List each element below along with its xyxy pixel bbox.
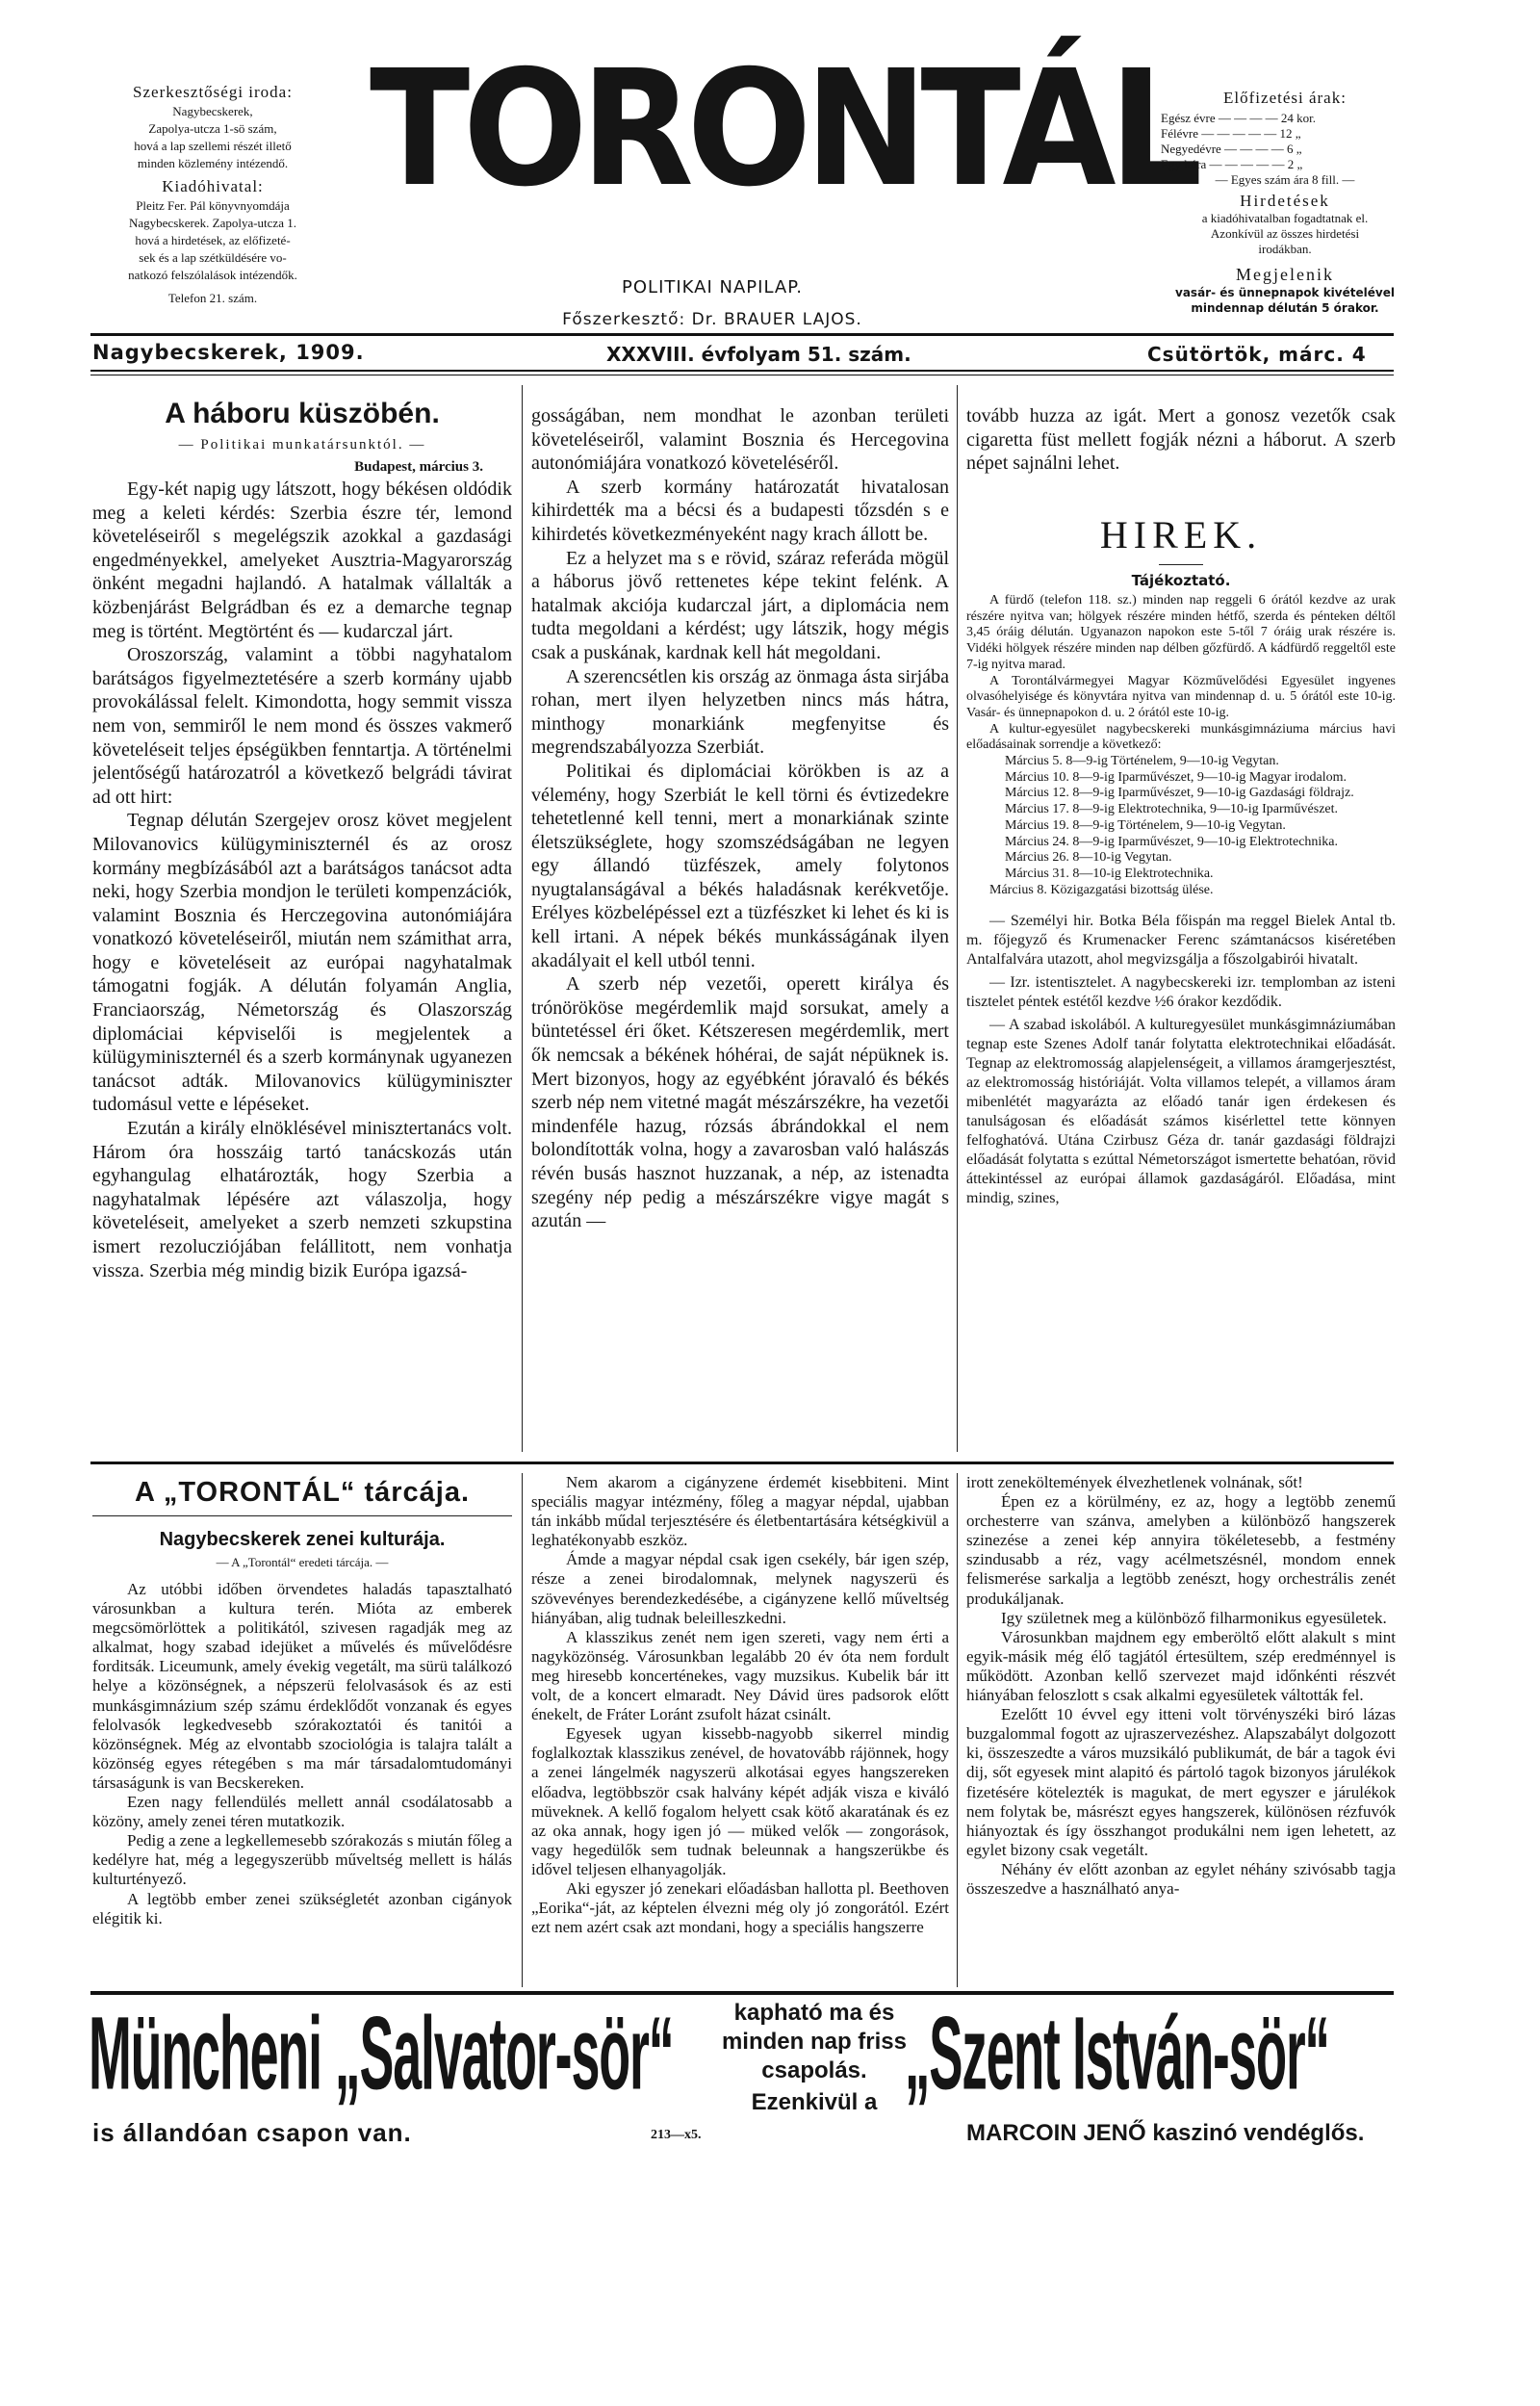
news-section bbox=[966, 508, 1396, 1452]
editorial-note: hová a lap szellemi részét illető bbox=[134, 139, 292, 153]
article-paragraph: Egy-két napig ugy látszott, hogy békésen oldódik meg a keleti kérdés: Szerbia észre tér, lemond követeléseiről s megelégszik azokkal a gazdasági engedményekkel, amelyeket Ausztria-Magyarország önként megadni hajlandó. A hatalmak vállalták a közbenjárást Belgrádban és ez a demarche tegnap meg is történt. Megtörtént és — kudarczal járt. bbox=[92, 479, 512, 642]
office-line: natkozó felszólalások intézendők. bbox=[128, 268, 297, 282]
article-column-1 bbox=[92, 395, 512, 1449]
feuilleton-paragraph: Nem akarom a cigányzene érdemét kisebbiteni. Mint speciális magyar intézmény, főleg a magyar népdal, ujabban tán inkább műdal terjesztésére és életbentartására kétségkivül a leghatékonyabb eszköz. bbox=[531, 1473, 949, 1550]
feuilleton-paragraph: Néhány év előtt azonban az egylet néhány szivósabb tagja összeszedve a használható anya- bbox=[966, 1859, 1396, 1898]
feuilleton-paragraph: Ezen nagy fellendülés mellett annál csodálatosabb a közöny, amely zenei téren mutatkozik. bbox=[92, 1793, 512, 1831]
news-item: — A szabad iskolából. A kulturegyesület munkásgimnáziumában tegnap este Szenes Adolf tanár folytatta elektrotechnikai előadását. Tegnap az elektromosság alapjelenségeit, a villamos áramgerjesztést, az elektromosság históriáját. Volta villamos telepét, a villamos áram mibenlétét magyarázta az előadó tanár igen érdekesen és tanulságosan és előadását számos kisérlettel tette könnyen felfoghatóvá. Utána Czirbusz Géza dr. tanár gazdasági földrajzi előadását folytatta s ezúttal Németországot ismertette behatóan, rövid áttekintéssel az európai államok gazdaságáról. Előadása, mint mindig, szines, bbox=[966, 1017, 1396, 1207]
article-column-2 bbox=[531, 404, 949, 1449]
feuilleton-paragraph: Aki egyszer jó zenekari előadásban hallotta pl. Beethoven „Eorika“-ját, az képtelen élvezni még oly jó zongorától. Ezért ezt nem azért csak azt mondani, hogy a speciális hangszerre bbox=[531, 1878, 949, 1937]
prices-box bbox=[1161, 89, 1409, 316]
info-paragraph: A kultur-egyesület nagybecskereki munkásgimnáziuma március havi előadásainak sorrendje a következő: bbox=[966, 721, 1396, 753]
schedule-line: Március 24. 8—9-ig Iparművészet, 9—10-ig Elektrotechnika. bbox=[1005, 834, 1339, 849]
feuilleton-paragraph: Ámde a magyar népdal csak igen csekély, bár igen szép, része a zenei birodalomnak, melynek nagyszerü és szövevényes berendezkedésébe, a cigányzene kellő műveltség hiányában, alig tudnak beleilleszkedni. bbox=[531, 1550, 949, 1627]
subtitle: POLITIKAI NAPILAP. bbox=[622, 277, 803, 298]
article-paragraph: Ez a helyzet ma s e rövid, száraz referáda mögül a háborus jövő rettenetes képe tekint felénk. A hatalmak akciója kudarczal járt, a diplomácia nem tudta megoldani a kérdést; ugy látszik, hogy mégis csak a puskának, kardnak kell hát megoldani. bbox=[531, 547, 949, 663]
schedule-line: Március 12. 8—9-ig Iparművészet, 9—10-ig Gazdasági földrajz. bbox=[1005, 786, 1354, 801]
article-paragraph: A szerb nép vezetői, operett királya és trónörököse megérdemlik majd sorsukat, amely a büntetéssel éri őket. Kétszeresen megérdemlik, mert ők nemcsak a békének hóhérai, de saját népüknek is. Mert bizonyos, hogy az egyébként jóravaló és békés szerb nép nem vitetné magát mészárszékre, ha vezetői mindenféle hazug, rózsás ábrándokkal el nem bolondították volna, hogy a zavarosban való halászás révén busás hasznot huzzanak, a nép, az istenadta szegény nép pedig a mészárszékre vigye magát s azután — bbox=[531, 973, 949, 1232]
feuilleton-paragraph: Épen ez a körülmény, ez az, hogy a legtöbb zenemű orchesterre van szánva, amelyben a különböző hangszerek szinezése a zenei kép annyira tökéletesebb, a festmény szindusabb a réz, vagy acélmetszésnél, mondom ennek felismerése sarkalja a legtöbb zenészt, hogy orchestrális zenét produkáljanak. bbox=[966, 1492, 1396, 1608]
price-line: Egy hóra — — — — — 2 „ bbox=[1161, 157, 1303, 171]
ad-middle bbox=[708, 1999, 920, 2120]
feuilleton-paragraph: Ezelőtt 10 évvel egy itteni volt törvényszéki biró lázas buzgalommal fogott az ujraszervezéshez. Alapszabályt dolgozott ki, összeszedte a város muzsikáló publikumát, de bár a tagok évi dij, sőt egyesek mint alapitó és pártoló tagok bizonyos járulékok fizetésére kötelezték is magukat, de mert egyszer e járulékok nem folytak be, másrészt egyes hangszerek, különösen rézfuvók hiányoztak és így összhangot produkálni nem igen lehetett, az egylet bizony csak vegetált. bbox=[966, 1705, 1396, 1859]
feuilleton-column-3 bbox=[966, 1473, 1396, 1987]
price-line: Egész évre — — — — 24 kor. bbox=[1161, 111, 1317, 125]
article-paragraph: Oroszország, valamint a többi nagyhatalom barátságos figyelmeztetésére a szerb kormány ujabb provokálással felelt. Kimondotta, hogy semmit vissza nem von, semmiről le nem mond és összes vakmerő követeléseit teljes épségükben fenntartja. A történelmi jelentőségű határozatról a következő belgrádi távirat ad ott hirt: bbox=[92, 644, 512, 808]
schedule-line: Március 10. 8—9-ig Iparművészet, 9—10-ig Magyar irodalom. bbox=[1005, 769, 1347, 785]
info-paragraph: Március 8. Közigazgatási bizottság ülése. bbox=[989, 882, 1214, 897]
ad-istvan-brand: „Szent István-sör“ bbox=[905, 1996, 1329, 2111]
schedule-line: Március 5. 8—9-ig Történelem, 9—10-ig Vegytan. bbox=[1005, 754, 1279, 769]
masthead-title: TORONTÁL bbox=[370, 37, 1196, 222]
dateline-rule bbox=[90, 370, 1394, 372]
ads-line: Azonkívül az összes hirdetési bbox=[1210, 226, 1360, 241]
info-paragraph: A Torontálvármegyei Magyar Közművelődési Egyesület ingyenes olvasóhelyisége és könyvtára nyitva van mindennap d. u. 5 órától este 10-ig. Vasár- és ünnepnapokon d. u. 2 órától este 10-ig. bbox=[966, 673, 1396, 720]
article-paragraph: Politikai és diplomáciai körökben is az a vélemény, hogy Szerbiát le kell törni és évtizedekre tehetetlenné kell tenni, mert a monarkiának szinte életszükséglete, hogy szomszédságában ne legyen egy állandó tüzfészek, amely folytonos nyugtalanságával a békés haladásnak kerékvetője. Erélyes közbelépéssel ezt a tüzfészket ki lehet és ki is kell irtani. A népek békés munkásságának ilyen akadályait el kell utból tenni. bbox=[531, 760, 949, 971]
ad-salvator-brand: Müncheni „Salvator-sör“ bbox=[89, 1996, 674, 2111]
schedule-line: Március 31. 8—10-ig Elektrotechnika. bbox=[1005, 866, 1214, 881]
feuilleton-paragraph: Egyesek ugyan kissebb-nagyobb sikerrel mindig foglalkoztak klasszikus zenével, de hovatovább rájönnek, hogy a zenei lángelmék nagyszerü alkotásai egyes hangszereken előadva, legtöbbször csak halvány képét adják visza e kiváló müveknek. A kellő fogalom helyett csak kötő akaratának és ez az oka annak, hogy igen jó — müked velők — zongorások, vagy hegedülők sem tudnak beleunnak a hangszerükbe és idővel teljesen elhanyagolják. bbox=[531, 1724, 949, 1878]
ad-code: 213—x5. bbox=[651, 2128, 702, 2142]
office-line: hová a hirdetések, az előfizeté- bbox=[135, 233, 291, 247]
ad-middle-line: csapolás. bbox=[761, 2057, 867, 2083]
column-divider bbox=[957, 385, 958, 1452]
news-item: — Személyi hir. Botka Béla főispán ma reggel Bielek Antal tb. m. főjegyző és Krumenacker Ferenc számtanácsos kiséretében Antalfalvára utazott, ahol megvizsgálja a főszolgabirói hivatalt. bbox=[966, 913, 1396, 969]
feuilleton-subtitle: Nagybecskerek zenei kulturája. bbox=[159, 1529, 446, 1550]
feuilleton-paragraph: A legtöbb ember zenei szükségletét azonban cigányok elégitik ki. bbox=[92, 1889, 512, 1927]
feuilleton-paragraph: Az utóbbi időben örvendetes haladás tapasztalható városunkban a kultura terén. Miótа az emberek megcsömörlöttek a politikától, szivesen ragadják meg az alkalmat, hogy szabad idejüket a művelés és művelődésre forditsák. Liceumunk, amely évekig vegetált, ma sürü találkozó helye a közönségnek, a népszerü felolvasások és az esti munkásgimnázium szép számu érdeklődőt vonzanak és egyes felolvasók legkedvesebb szórakoztatói és tanitói a közönségnek. Még az elvontabb szociológia is talajra talált a közönség egyes rétegében s ma már társadalomtudományi társaságunk is van Becskereken. bbox=[92, 1580, 512, 1792]
ads-title: Hirdetések bbox=[1240, 192, 1330, 210]
feuilleton-byline: — A „Torontál“ eredeti tárcája. — bbox=[216, 1555, 389, 1569]
editorial-info bbox=[85, 83, 341, 308]
article-paragraph: gosságában, nem mondhat le azonban területi követeléseiről, valamint Bosznia és Hercegovina autonómiájára vonatkozó követeléséről. bbox=[531, 405, 949, 475]
feuilleton-title: A „TORONTÁL“ tárcája. bbox=[134, 1477, 471, 1508]
editor: Főszerkesztő: Dr. BRAUER LAJOS. bbox=[562, 310, 862, 329]
schedule-line: Március 19. 8—9-ig Történelem, 9—10-ig Vegytan. bbox=[1005, 817, 1286, 833]
news-title: HIREK. bbox=[1099, 513, 1263, 556]
ad-salvator-tag: is állandóan csapon van. bbox=[92, 2118, 412, 2147]
column-divider bbox=[522, 1473, 523, 1987]
article-paragraph: A szerencsétlen kis ország az önmaga ásta sirjába rohan, mert ilyen helyzetben nincs más hátra, minthogy monarkiánk megfenyitse és megrendszabályozza Szerbiát. bbox=[531, 665, 949, 759]
price-line: — Egyes szám ára 8 fill. — bbox=[1215, 172, 1355, 187]
ad-middle-line: Ezenkivül a bbox=[751, 2089, 878, 2115]
section-rule bbox=[90, 1462, 1394, 1464]
news-title-rule bbox=[1159, 564, 1203, 565]
news-item: — Izr. istentisztelet. A nagybecskereki izr. templomban az isteni tisztelet péntek estétől kezdve ½6 órakor kezdődik. bbox=[966, 974, 1396, 1011]
article-paragraph: A szerb kormány határozatát hivatalosan kihirdették ma a bécsi és a budapesti tőzsdén s e kihirdetés következményeként nagy krach állott be. bbox=[531, 476, 949, 545]
appear-title: Megjelenik bbox=[1236, 265, 1334, 284]
article-paragraph: Tegnap délután Szergejev orosz követ megjelent Milovanovics külügyminiszternél és az orosz kormány megbízásából azt a barátságos tanácsot adta neki, hogy Szerbia mondjon le területi kompenzációk, valamint Bosznia és Herczegovina autonómiájára vonatkozó követeléseiről, miután nem számithat arra, hogy e követeléseit az európai nagyhatalmak támogatni fogják. A délután folyamán Anglia, Franciaország, Németország és Olaszország diplomáciai képviselői is megjelentek a külügyminiszternél és a szerb kormánynak ugyanezen tanácsot adták. Milovanovics külügyminiszter tudomásul vette e lépéseket. bbox=[92, 810, 512, 1116]
dateline-day: Csütörtök, márc. 4 bbox=[1147, 343, 1367, 366]
appear-line: vasár- és ünnepnapok kivételével bbox=[1175, 286, 1395, 299]
column-divider bbox=[522, 385, 523, 1452]
feuilleton-column-1 bbox=[92, 1473, 512, 1987]
article-title: A háboru küszöbén. bbox=[165, 398, 440, 429]
appear-line: mindennap délután 5 órakor. bbox=[1191, 301, 1379, 315]
dateline-volume: XXXVIII. évfolyam 51. szám. bbox=[606, 343, 911, 366]
column-divider bbox=[957, 1473, 958, 1987]
article-byline: — Politikai munkatársunktól. — bbox=[178, 437, 426, 453]
info-paragraph: A fürdő (telefon 118. sz.) minden nap reggeli 6 órától kezdve az urak részére nyitva van; hölgyek részére minden hétfő, szerda és pénteken déltől 3,45 óráig délután. Ugyanazon napokon este 5-től 7 óráig urak részére is. Vidéki hölgyek részére minden nap délben gőzfürdő. A kádfürdő reggeltől este 7-ig nyitva marad. bbox=[966, 593, 1396, 672]
info-title: Tájékoztató. bbox=[1131, 572, 1231, 589]
ad-middle-line: kapható ma és bbox=[733, 2000, 895, 2026]
feuilleton-paragraph: Városunkban majdnem egy emberöltő előtt alakult s mint egyik-másik még élő tagjától értesültem, szép eredménnyel is működött. Azonban kellő szervezet majd időnkénti részvét hiányában feloszlott s csak alkalmi egyesületek váltották fel. bbox=[966, 1627, 1396, 1705]
feuilleton-title-rule bbox=[92, 1515, 512, 1516]
header-rule bbox=[90, 333, 1394, 336]
article-column-3 bbox=[966, 404, 1396, 510]
ads-line: irodákban. bbox=[1258, 242, 1312, 256]
editorial-note: minden közlemény intézendő. bbox=[137, 156, 289, 170]
editorial-title: Szerkesztőségi iroda: bbox=[133, 83, 293, 101]
editorial-street: Zapolya-utcza 1-sö szám, bbox=[148, 121, 277, 136]
feuilleton-paragraph: Pedig a zene a legkellemesebb szórakozás s miután főleg a kedélyre hat, még a legegyszerübb műveltség mellett is hálás kulturtényező. bbox=[92, 1831, 512, 1889]
feuilleton-paragraph: A klasszikus zenét nem igen szereti, vagy nem érti a nagyközönség. Városunkban legalább 20 év óta nem fordult meg hiresebb koncerténekes, vagy muzsikus. Kubelik bár itt volt, de a koncert elmaradt. Ney Dávid üres padsorok előtt énekelt, de Fráter Loránt zsufolt házat csinált. bbox=[531, 1627, 949, 1724]
feuilleton-paragraph: Igy születnek meg a különböző filharmonikus egyesületek. bbox=[1001, 1608, 1387, 1627]
price-line: Félévre — — — — — 12 „ bbox=[1161, 126, 1301, 141]
office-line: Pleitz Fer. Pál könyvnyomdája bbox=[136, 198, 290, 213]
office-line: sek és a lap szétküldésére vo- bbox=[139, 250, 287, 265]
feuilleton-paragraph: irott zeneköltemények élvezhetlenek volnának, sőt! bbox=[966, 1473, 1303, 1491]
price-line: Negyedévre — — — — 6 „ bbox=[1161, 142, 1302, 156]
schedule-line: Március 17. 8—9-ig Elektrotechnika, 9—10-ig Iparművészet. bbox=[1005, 802, 1339, 817]
phone: Telefon 21. szám. bbox=[167, 291, 258, 305]
office-line: Nagybecskerek. Zapolya-utcza 1. bbox=[129, 216, 296, 230]
prices-title: Előfizetési árak: bbox=[1223, 89, 1347, 107]
schedule-line: Március 26. 8—10-ig Vegytan. bbox=[1005, 850, 1172, 866]
article-paragraph: tovább huzza az igát. Mert a gonosz vezetők csak cigaretta füst mellett fogják nézni a háborut. A szerb népet sajnálni lehet. bbox=[966, 405, 1396, 475]
ad-middle-line: minden nap friss bbox=[721, 2029, 908, 2055]
ad-istvan-tag: MARCOIN JENŐ kaszinó vendéglős. bbox=[966, 2120, 1365, 2146]
dateline-place: Nagybecskerek, 1909. bbox=[92, 341, 365, 364]
ads-line: a kiadóhivatalban fogadtatnak el. bbox=[1201, 211, 1369, 225]
article-paragraph: Ezután a király elnöklésével minisztertanács volt. Három óra hosszáig tartó tanácskozás után egyhangulag elhatározták, hogy Szerbia a nagyhatalmak lépésére azt válaszolja, hogy követeléseit, amelyeket a szerb nemzeti szkupstina ismert rezolucziójában felállitott, nem vonhatja vissza. Szerbia még mindig bizik Európa igazsá- bbox=[92, 1118, 512, 1281]
office-title: Kiadóhivatal: bbox=[162, 177, 264, 195]
article-place: Budapest, március 3. bbox=[354, 459, 483, 475]
editorial-city: Nagybecskerek, bbox=[172, 104, 253, 118]
feuilleton-column-2 bbox=[531, 1473, 949, 1987]
